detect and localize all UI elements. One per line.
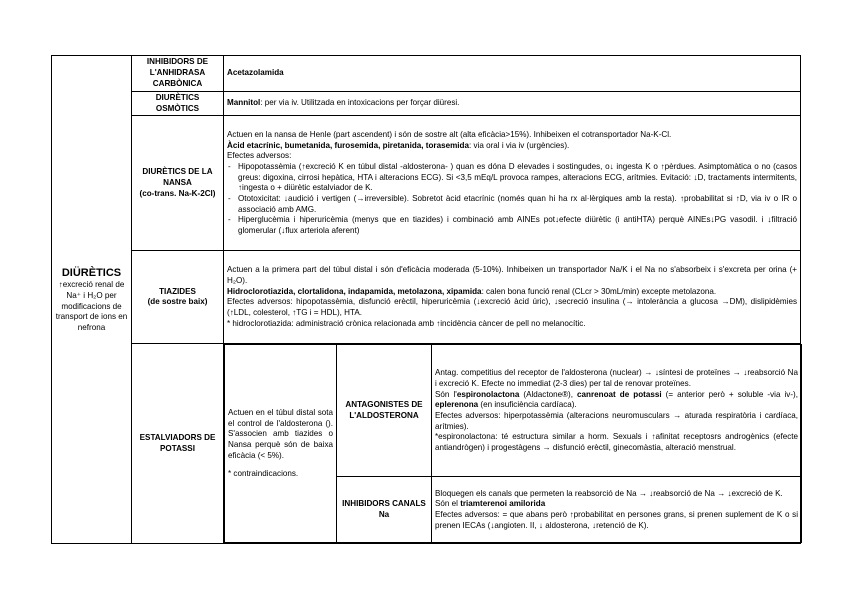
k-sparing-name: ESTALVIADORS DE POTASSI (132, 344, 224, 544)
aldo-mid1: (Aldactone®), (519, 389, 578, 399)
aldo-drugs-line (435, 390, 798, 411)
eplerenone-drug: eplerenona (435, 400, 479, 410)
loop-drugs-line (227, 141, 797, 152)
aldo-effects: Efectes adversos: hiperpotassèmia (alteracions neuromusculars → aturada respiratòria i cardíaca, arítmies). (435, 410, 798, 431)
loop-mechanism: Actuen en la nansa de Henle (part ascendent) i són de sostre alt (alta eficàcia>15%). Inhibeixen el cotransportador Na-K-Cl. (227, 129, 672, 139)
k-sparing-note: * contraindicacions. (228, 469, 299, 479)
aldosterone-antagonists-name: ANTAGONISTES DE L'ALDOSTERONA (337, 345, 432, 477)
loop-effects-list (227, 162, 797, 237)
na-channels-drugs-line (435, 499, 798, 510)
thiazides-effects: Efectes adversos: hipopotassèmia, disfunció erèctil, hiperuricèmia (↓excreció àcid úric), ↓secreció insulina (→ intolerància a glucosa →DM), dislipidèmies (↑LDL, colesterol, ↑TG i = HDL), HTA. (227, 297, 798, 318)
osmotics-name: DIURÈTICS OSMÒTICS (132, 92, 224, 116)
loop-diuretics-subtitle: (co-trans. Na-K-2Cl) (139, 188, 216, 198)
aldosterone-antagonists-content (432, 345, 802, 477)
diuretics-category-cell (52, 56, 132, 544)
loop-diuretics-content (224, 116, 801, 251)
aldo-mid2: (= anterior però + soluble -via iv-), (661, 389, 798, 399)
acetazolamide-drug: Acetazolamida (227, 68, 284, 78)
thiazides-subtitle: (de sostre baix) (147, 297, 208, 307)
thiazides-note: * hidroclorotiazida: administració crònica relacionada amb ↑incidència càncer de pell no melanocític. (227, 318, 586, 328)
diuretics-description: ↑excreció renal de Na⁺ i H₂O per modificacions de transport de ions en nefrona (55, 280, 128, 332)
ac-inhibitors-name: INHIBIDORS DE L'ANHIDRASA CARBÒNICA (132, 56, 224, 92)
na-channels-mechanism: Bloquegen els canals que permeten la reabsorció de Na → ↓reabsorció de Na → ↓excreció de K. (435, 488, 783, 498)
thiazides-name-cell (132, 251, 224, 344)
aldo-tail: (en insuficiència cardíaca). (478, 400, 577, 410)
diuretics-title: DIÜRÈTICS (61, 266, 122, 279)
thiazides-content (224, 251, 801, 344)
loop-diuretics-name: DIURÈTICS DE LA NANSA (142, 167, 213, 187)
loop-diuretics-name-cell (132, 116, 224, 251)
osmotics-content (224, 92, 801, 116)
na-channel-inhibitors-content (432, 477, 802, 543)
thiazides-drugs: Hidroclorotiazida, clortalidona, indapamida, metolazona, xipamida (227, 286, 482, 296)
k-sparing-container (224, 344, 801, 544)
thiazides-mechanism: Actuen a la primera part del túbul distal i són d'eficàcia moderada (5-10%). Inhibeixen un transportador Na/K i el Na no s'absorbeix i s'excreta per orina (+ H₂O). (227, 265, 798, 285)
loop-drugs-route: : via oral i via iv (urgències). (468, 140, 570, 150)
k-sparing-description: Actuen en el túbul distal sota el control de l'aldosterona (). S'associen amb tiazides o Nansa perquè són de baixa eficàcia (< 5%). (228, 407, 333, 460)
k-sparing-inner-table (224, 344, 802, 543)
aldo-note: *espironolactona: té estructura similar a horm. Sexuals i ↑afinitat receptosrs androgènics (efecte antiandrògen) i progestàgens → disfunció erèctil, ginecomàstia, alteració menstrual. (435, 432, 798, 452)
loop-drugs: Àcid etacrínic, bumetanida, furosemida, piretanida, torasemida (227, 140, 469, 150)
triamterene-amiloride-drugs: triamterenoi amilorida (460, 499, 546, 509)
aldo-mechanism: Antag. competitius del receptor de l'aldosterona (nuclear) → ↓síntesi de proteïnes → ↓reabsorció Na i excreció K. Efecte no immediat (2-3 dies) per tal de renovar proteïnes. (435, 368, 798, 388)
na-channel-inhibitors-name: INHIBIDORS CANALS Na (337, 477, 432, 543)
diuretics-table (51, 55, 801, 544)
thiazides-name: TIAZIDES (159, 286, 196, 296)
osmotics-text: : per via iv. Utilitzada en intoxicacions per forçar diüresi. (260, 98, 460, 108)
na-channels-effects: Efectes adversos: = que abans però ↑probabilitat en persones grans, si prenen suplement de K o si prenen IECAs (↓angioten. II, ↓ aldosterona, ↓retenció de K). (435, 509, 798, 530)
diuretics-table-page (51, 55, 800, 544)
loop-effects-title: Efectes adversos: (227, 151, 292, 161)
loop-effect-hyperglycemia: - Hiperglucèmia i hiperuricèmia (menys que en tiazides) i combinació amb AINEs pot↓efecte diürètic (i antiHTA) perquè AINEs↓PG vasodil. i ↓filtració glomerular (↓flux arteriola aferent) (238, 215, 797, 236)
mannitol-drug: Mannitol (227, 98, 261, 108)
k-sparing-description-cell (225, 345, 337, 543)
loop-effect-hypokalemia: - Hipopotassèmia (↑excreció K en túbul distal -aldosterona- ) quan es dóna D elevades i sostingudes, o↓ ingesta K o ↑pèrdues. Asimptomàtica o no (casos greus: digoxina, cirrosi hepàtica, HTA i alteracions ECG). Si <3,5 mEq/L provoca rampes, alteracions ECG, arítmies. Evitació: ↓D, tractaments intermitents, ↑ingesta o + diürètic estalviador de K. (238, 162, 797, 194)
aldo-son: Són l' (435, 389, 457, 399)
thiazides-drugs-note: : calen bona funció renal (CLcr > 30mL/min) excepte metolazona. (481, 286, 717, 296)
spironolactone-drug: espironolactona (456, 389, 520, 399)
loop-effect-ototoxicity: - Ototoxicitat: ↓audició i vertigen (→irreversible). Sobretot àcid etacrínic (només quan hi ha rx al·lèrgiques amb la resta). ↑probabilitat si ↑D, via iv o IR o associació amb AMG. (238, 194, 797, 215)
na-channels-son: Són el (435, 499, 461, 509)
potassium-canrenoate-drug: canrenoat de potassi (577, 389, 662, 399)
ac-inhibitors-content (224, 56, 801, 92)
thiazides-drugs-line (227, 287, 797, 298)
